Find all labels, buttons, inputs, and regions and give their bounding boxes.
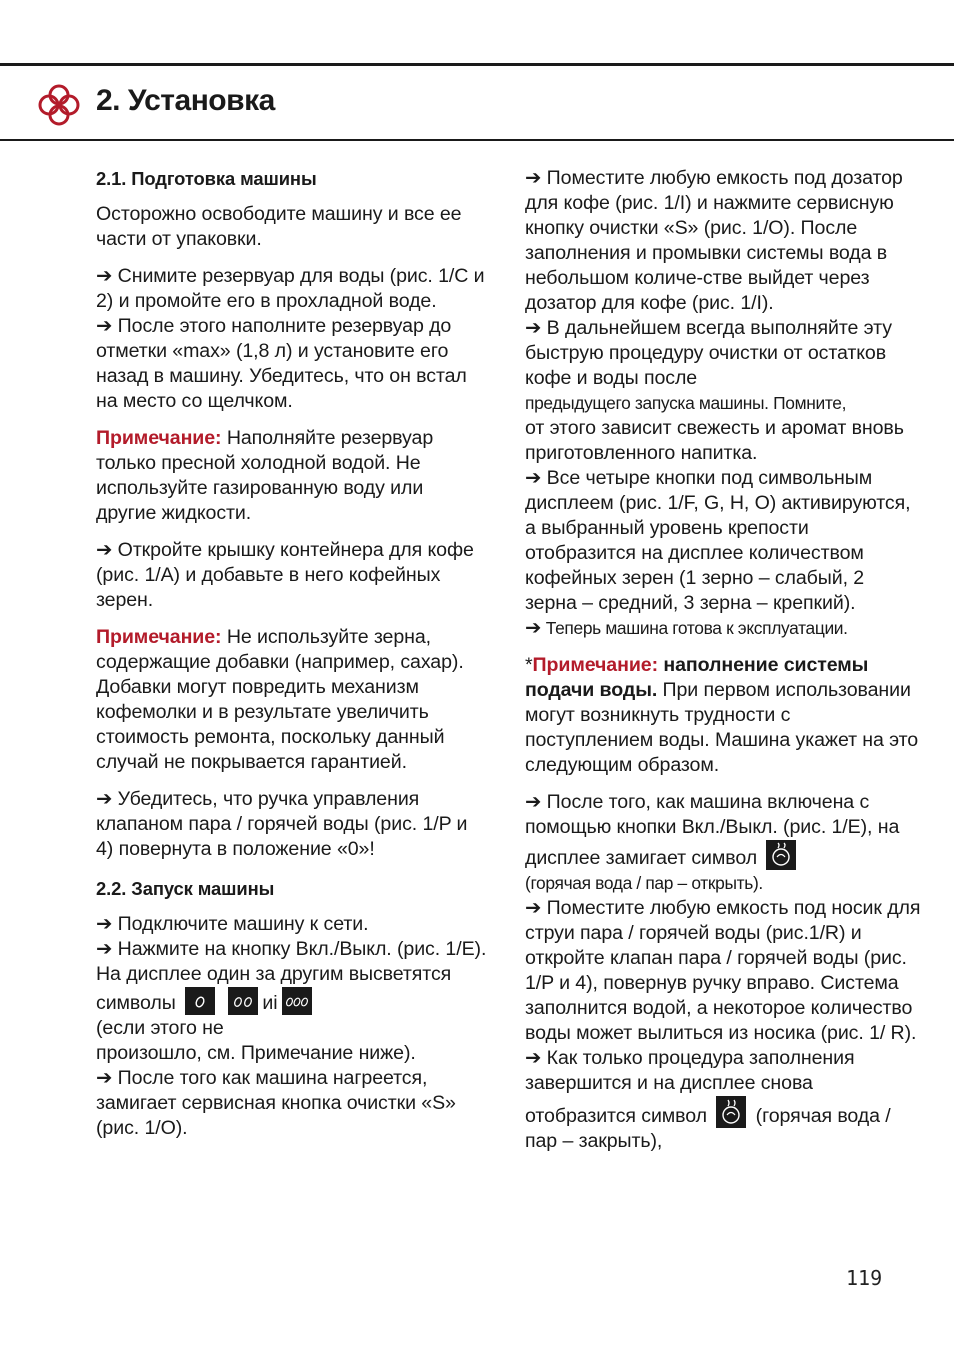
note: Примечание: Не используйте зерна, содержащие добавки (например, сахар). Добавки могут повредить механизм кофемолки и в результате увеличить стоимость ремонта, поскольку данный случай не покрывается гарантией.: [96, 626, 464, 773]
section-heading-preparation: 2.1. Подготовка машины: [96, 168, 317, 189]
instruction-step: ➔ В дальнейшем всегда выполняйте эту быструю процедуру очистки от остатков кофе и воды после предыдущего запуска машины. Помните, от этого зависит свежесть и аромат вновь приготовленного напитка.: [525, 317, 904, 464]
instruction-step: ➔ Нажмите на кнопку Вкл./Выкл. (рис. 1/E). На дисплее один за другим высветятся символы иi (если этого не произошло, см. Примечание ниже).: [96, 938, 487, 1064]
note: Примечание: Наполняйте резервуар только пресной холодной водой. Не используйте газированную воду или другие жидкости.: [96, 427, 434, 524]
note: *Примечание: наполнение системы подачи воды. При первом использовании могут возникнуть трудности с поступлением воды. Машина укажет на это следующим образом.: [525, 654, 919, 776]
hot-water-steam-symbol-icon: [716, 1096, 746, 1128]
arrow-icon: ➔: [525, 617, 542, 639]
page-title: 2. Установка: [96, 84, 275, 117]
note-label: Примечание:: [532, 654, 659, 676]
arrow-icon: ➔: [96, 315, 113, 337]
paragraph: Осторожно освободите машину и все ее части от упаковки.: [96, 203, 462, 250]
instruction-step: ➔ Поместите любую емкость под носик для струи пара / горячей воды (рис.1/R) и откройте клапан пара / горячей воды (рис. 1/P и 4), повернув ручку вправо. Система заполнится водой, а некоторое количество воды может вылиться из носика (рис. 1/ R).: [525, 897, 921, 1044]
arrow-icon: ➔: [525, 317, 542, 339]
instruction-step: ➔ Как только процедура заполнения завершится и на дисплее снова отобразится символ (горячая вода / пар – закрыть),: [525, 1047, 891, 1152]
flower-knot-icon: [36, 82, 82, 128]
arrow-icon: ➔: [96, 539, 113, 561]
arrow-icon: ➔: [96, 265, 113, 287]
instruction-step: ➔ После этого наполните резервуар до отметки «max» (1,8 л) и установите его назад в машину. Убедитесь, что он встал на место со щелчком.: [96, 315, 467, 412]
instruction-step: ➔ Поместите любую емкость под дозатор для кофе (рис. 1/I) и нажмите сервисную кнопку очистки «S» (рис. 1/O). После заполнения и промывки системы вода в небольшом количе-стве выйдет через дозатор для кофе (рис. 1/I).: [525, 167, 903, 314]
arrow-icon: ➔: [525, 791, 542, 813]
instruction-step: ➔ Откройте крышку контейнера для кофе (рис. 1/A) и добавьте в него кофейных зерен.: [96, 539, 474, 611]
arrow-icon: ➔: [525, 467, 542, 489]
note-label: Примечание:: [96, 626, 222, 648]
two-beans-symbol-icon: [228, 987, 258, 1015]
arrow-icon: ➔: [525, 167, 542, 189]
arrow-icon: ➔: [96, 938, 113, 960]
instruction-step: ➔ После того как машина нагреется, замигает сервисная кнопка очистки «S» (рис. 1/O).: [96, 1067, 456, 1139]
instruction-step: ➔ После того, как машина включена с помощью кнопки Вкл./Выкл. (рис. 1/E), на дисплее замигает символ (горячая вода / пар – открыть).: [525, 791, 900, 893]
right-column: [525, 166, 921, 1154]
arrow-icon: ➔: [96, 913, 113, 935]
instruction-step: ➔ Подключите машину к сети.: [96, 913, 369, 935]
arrow-icon: ➔: [96, 1067, 113, 1089]
left-column: [96, 166, 488, 1141]
one-bean-symbol-icon: [185, 987, 215, 1015]
instruction-step: ➔ Снимите резервуар для воды (рис. 1/C и 2) и промойте его в прохладной воде.: [96, 265, 485, 312]
hot-water-steam-symbol-icon: [766, 840, 796, 870]
instruction-step: ➔ Убедитесь, что ручка управления клапаном пара / горячей воды (рис. 1/P и 4) повернута в положение «0»!: [96, 788, 468, 860]
arrow-icon: ➔: [96, 788, 113, 810]
three-beans-symbol-icon: [282, 987, 312, 1015]
section-heading-startup: 2.2. Запуск машины: [96, 878, 275, 899]
arrow-icon: ➔: [525, 897, 542, 919]
note-label: Примечание:: [96, 427, 222, 449]
page-number: 119: [846, 1266, 883, 1290]
arrow-icon: ➔: [525, 1047, 542, 1069]
top-rule: [0, 63, 954, 66]
header-rule: [0, 139, 954, 141]
instruction-step: ➔ Все четыре кнопки под символьным дисплеем (рис. 1/F, G, H, O) активируются, а выбранный уровень крепости отобразится на дисплее количеством кофейных зерен (1 зерно – слабый, 2 зерна – средний, 3 зерна – крепкий).: [525, 467, 911, 614]
instruction-step: ➔ Теперь машина готова к эксплуатации.: [525, 617, 848, 639]
